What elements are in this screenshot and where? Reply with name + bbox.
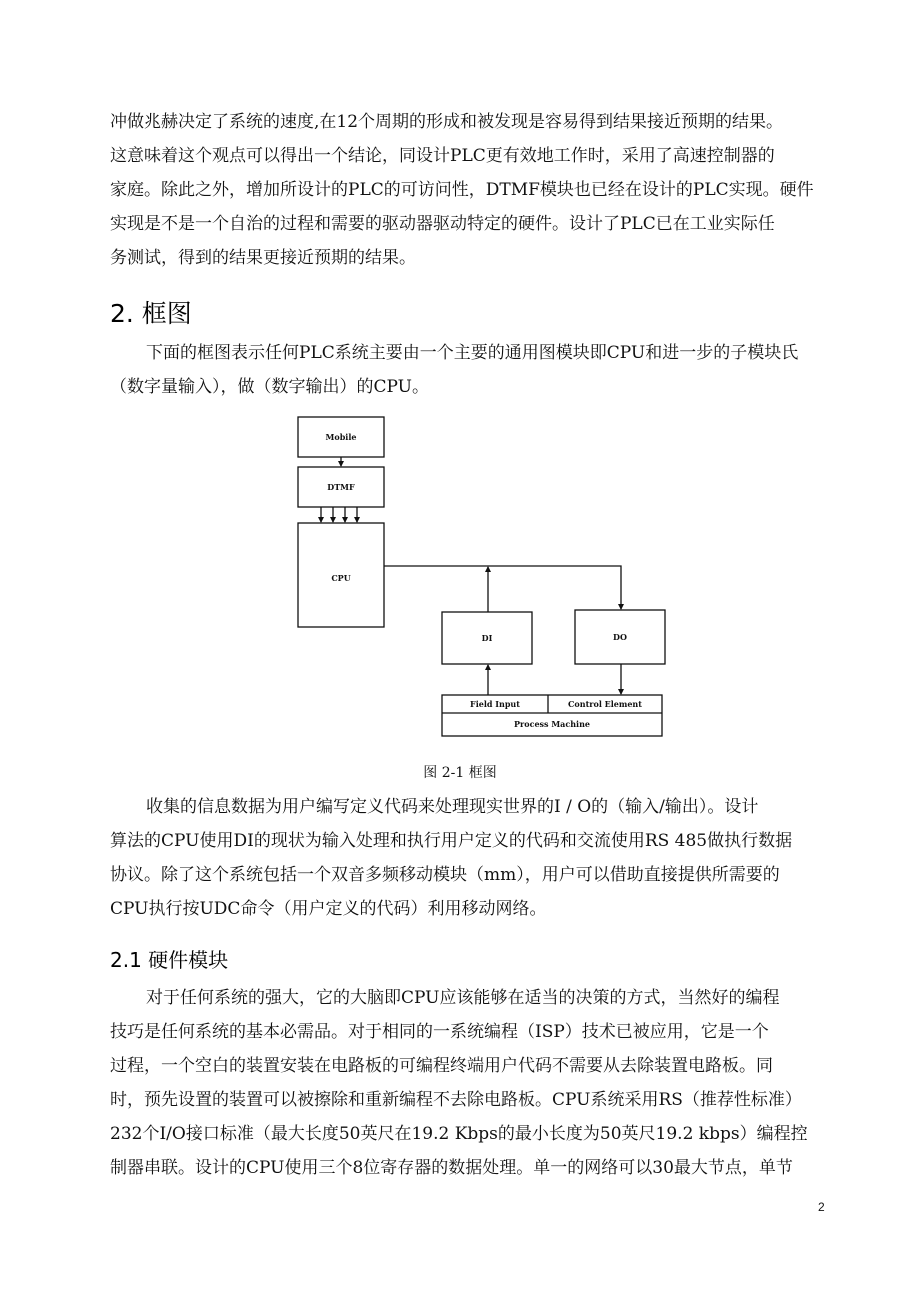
text-line: 收集的信息数据为用户编写定义代码来处理现实世界的I / O的（输入/输出）。设计 xyxy=(146,797,759,817)
text-line: 过程，一个空白的装置安装在电路板的可编程终端用户代码不需要从去除装置电路板。同 xyxy=(110,1056,773,1076)
text-line: 协议。除了这个系统包括一个双音多频移动模块（mm），用户可以借助直接提供所需要的 xyxy=(110,865,780,885)
control-element-label: Control Element xyxy=(568,699,642,709)
page-number: 2 xyxy=(818,1200,825,1214)
do-label: DO xyxy=(613,632,627,642)
di-label: DI xyxy=(481,633,493,643)
text-line: 这意味着这个观点可以得出一个结论，同设计PLC更有效地工作时，采用了高速控制器的 xyxy=(110,146,775,166)
text-line: 冲做兆赫决定了系统的速度,在12个周期的形成和被发现是容易得到结果接近预期的结果。 xyxy=(110,112,784,132)
figure-caption: 图 2-1 框图 xyxy=(423,765,497,781)
text-line: 技巧是任何系统的基本必需品。对于相同的一系统编程（ISP）技术已被应用，它是一个 xyxy=(110,1022,769,1042)
text-line: 务测试，得到的结果更接近预期的结果。 xyxy=(110,248,416,268)
text-line: （数字量输入），做（数字输出）的CPU。 xyxy=(110,377,429,397)
text-line: 实现是不是一个自治的过程和需要的驱动器驱动特定的硬件。设计了PLC已在工业实际任 xyxy=(110,214,775,234)
text-line: 时，预先设置的装置可以被擦除和重新编程不去除电路板。CPU系统采用RS（推荐性标准） xyxy=(110,1090,802,1110)
section-heading-block-diagram: 2. 框图 xyxy=(110,299,192,328)
connector-arrows xyxy=(321,457,621,695)
process-machine-label: Process Machine xyxy=(514,719,590,729)
text-line: 对于任何系统的强大，它的大脑即CPU应该能够在适当的决策的方式，当然好的编程 xyxy=(146,988,780,1008)
text-line: 232个I/O接口标准（最大长度50英尺在19.2 Kbps的最小长度为50英尺19.2 kbps）编程控 xyxy=(110,1124,808,1144)
hardware-module-paragraph xyxy=(110,981,832,1185)
text-line: 算法的CPU使用DI的现状为输入处理和执行用户定义的代码和交流使用RS 485做执行数据 xyxy=(110,831,793,851)
cpu-bus-line xyxy=(384,566,621,609)
text-line: 制器串联。设计的CPU使用三个8位寄存器的数据处理。单一的网络可以30最大节点，单节 xyxy=(110,1158,793,1178)
post-figure-paragraph xyxy=(110,790,832,926)
mobile-label: Mobile xyxy=(325,432,357,442)
text-line: 下面的框图表示任何PLC系统主要由一个主要的通用图模块即CPU和进一步的子模块氏 xyxy=(146,343,799,363)
text-line: CPU执行按UDC命令（用户定义的代码）利用移动网络。 xyxy=(110,899,547,919)
cpu-label: CPU xyxy=(331,573,351,583)
field-input-label: Field Input xyxy=(470,699,520,709)
text-line: 家庭。除此之外，增加所设计的PLC的可访问性，DTMF模块也已经在设计的PLC实现。硬件 xyxy=(110,180,814,200)
dtmf-label: DTMF xyxy=(327,482,355,492)
section-heading-hardware-module: 2.1 硬件模块 xyxy=(110,948,229,972)
